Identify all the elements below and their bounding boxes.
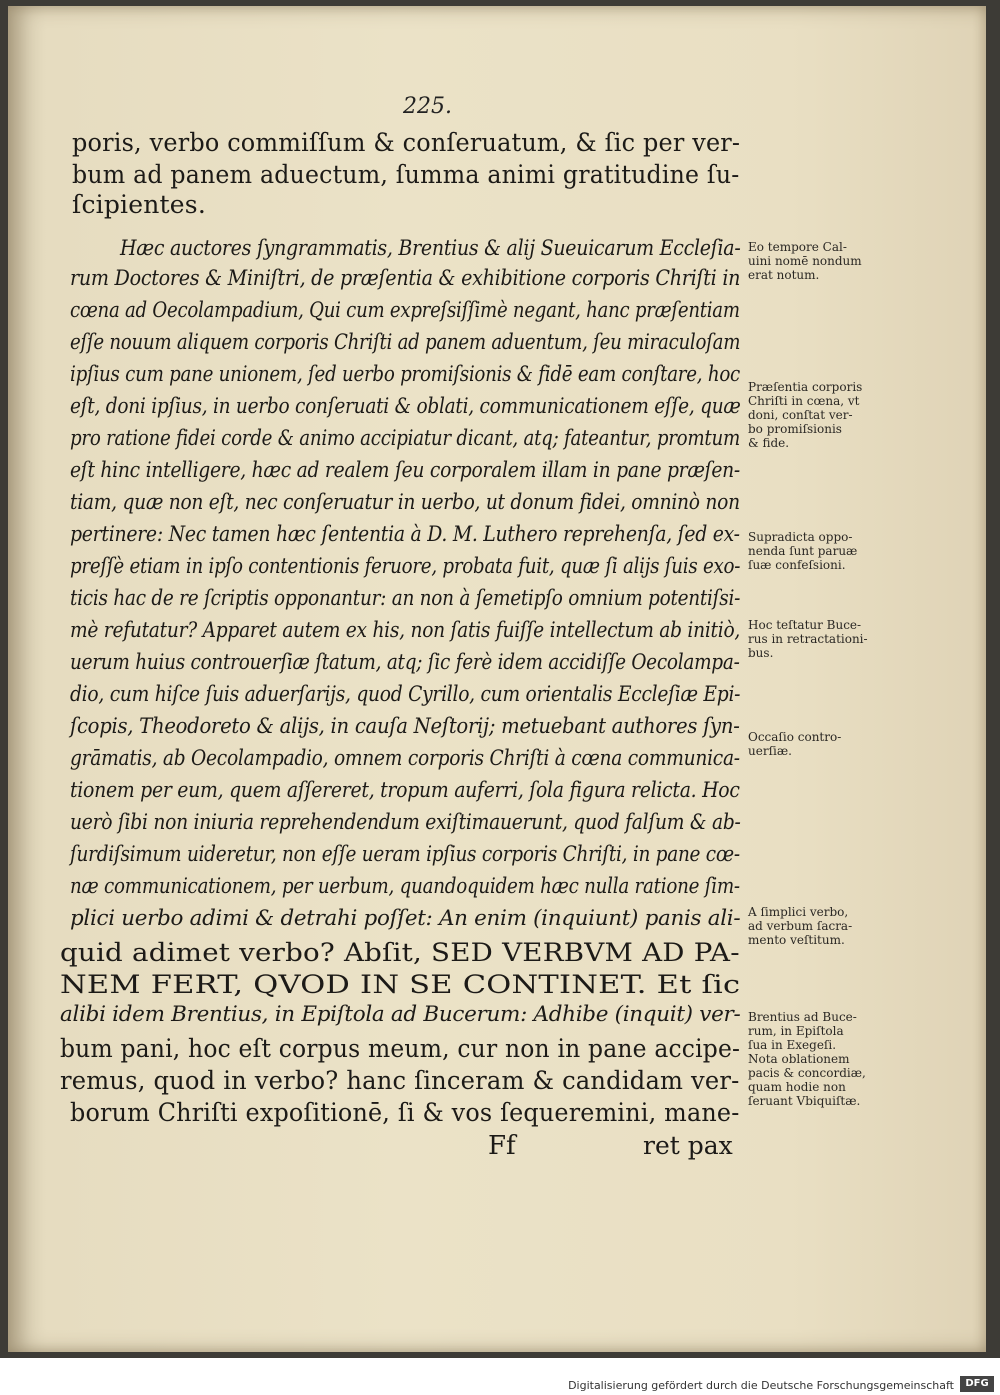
margin-note-line: ſeruant Vbiquiſtæ. xyxy=(748,1094,861,1108)
dfg-logo: DFG xyxy=(960,1376,994,1392)
margin-note-line: pacis & concordiæ, xyxy=(748,1066,866,1080)
text-line: ſurdiſsimum uideretur, non eſſe ueram ipſius corporis Chriſti, in pane cœ- xyxy=(70,842,740,866)
text-line: bum pani, hoc eſt corpus meum, cur non in pane accipe- xyxy=(60,1034,741,1063)
margin-note-line: bo promiſsionis xyxy=(748,422,842,436)
signature-mark: Ff xyxy=(488,1131,516,1161)
text-line: alibi idem Brentius, in Epiſtola ad Bucerum: Adhibe (inquit) ver- xyxy=(60,1002,741,1026)
text-line: ticis hac de re ſcriptis opponantur: an non à ſemetipſo omnium potentiſsi- xyxy=(70,586,741,610)
text-line: mè refutatur? Apparet autem ex his, non ſatis fuiſſe intellectum ab initiò, xyxy=(70,618,741,642)
text-line: uerum huius controuerſiæ ſtatum, atq; ſic ferè idem accidiſſe Oecolampa- xyxy=(70,650,740,674)
margin-note-line: A ſimplici verbo, xyxy=(748,905,849,919)
margin-note-line: quam hodie non xyxy=(748,1080,846,1094)
margin-note-line: nenda ſunt paruæ xyxy=(748,544,858,558)
text-line: eſſe nouum aliquem corporis Chriſti ad panem aduentum, ſeu miraculoſam xyxy=(70,330,741,354)
margin-note xyxy=(748,380,888,450)
text-line: eſt, doni ipſius, in uerbo conſeruati & oblati, communicationem eſſe, quæ xyxy=(70,394,741,418)
margin-note-line: Supradicta oppo- xyxy=(748,530,853,544)
margin-note xyxy=(748,1010,888,1108)
text-line: preſſè etiam in ipſo contentionis feruore, probata fuit, quæ ſi alijs ſuis exo- xyxy=(70,554,741,578)
margin-note-line: Præſentia corporis xyxy=(748,380,863,394)
footer-credit: Digitalisierung gefördert durch die Deutsche Forschungsgemeinschaft xyxy=(568,1379,954,1392)
text-line: tionem per eum, quem aſſereret, tropum auferri, ſola figura relicta. Hoc xyxy=(70,778,740,802)
text-line: eſt hinc intelligere, hæc ad realem ſeu corporalem illam in pane præſen- xyxy=(70,458,740,482)
catchword: ret pax xyxy=(643,1131,733,1160)
margin-note-line: Eo tempore Cal- xyxy=(748,240,847,254)
margin-note-line: & fide. xyxy=(748,436,790,450)
text-line: dio, cum hiſce ſuis aduerſarijs, quod Cyrillo, cum orientalis Eccleſiæ Epi- xyxy=(70,682,741,706)
text-line: Hæc auctores ſyngrammatis, Brentius & alij Sueuicarum Eccleſia- xyxy=(120,236,741,260)
text-line: NEM FERT, QVOD IN SE CONTINET. Et ſic xyxy=(60,970,741,999)
margin-note-line: ad verbum ſacra- xyxy=(748,919,853,933)
margin-note-line: Occaſio contro- xyxy=(748,730,842,744)
text-line: bum ad panem aduectum, ſumma animi gratitudine ſu- xyxy=(72,160,740,189)
text-line: plici uerbo adimi & detrahi poſſet: An enim (inquiunt) panis ali- xyxy=(70,906,741,930)
text-line: quid adimet verbo? Abſit, SED VERBVM AD PA- xyxy=(60,938,740,967)
margin-note-line: uini nomē nondum xyxy=(748,254,862,268)
margin-note-line: rum, in Epiſtola xyxy=(748,1024,844,1038)
text-line: grāmatis, ab Oecolampadio, omnem corporis Chriſti à cœna communica- xyxy=(70,746,740,770)
margin-note xyxy=(748,730,888,758)
margin-note-line: Chriſti in cœna, vt xyxy=(748,394,860,408)
margin-note-line: Nota oblationem xyxy=(748,1052,850,1066)
text-line: borum Chriſti expoſitionē, ſi & vos ſequeremini, mane- xyxy=(70,1098,740,1127)
margin-note-line: bus. xyxy=(748,646,774,660)
book-page xyxy=(8,6,986,1352)
margin-note-line: erat notum. xyxy=(748,268,820,282)
text-line: uerò ſibi non iniuria reprehendendum exiſtimauerunt, quod falſum & ab- xyxy=(70,810,741,834)
margin-note xyxy=(748,240,888,282)
text-line: ipſius cum pane unionem, ſed uerbo promiſsionis & fidē eam conſtare, hoc xyxy=(70,362,741,386)
text-line: pertinere: Nec tamen hæc ſententia à D. M. Luthero reprehenſa, ſed ex- xyxy=(70,522,740,546)
text-line: ſcipientes. xyxy=(72,190,206,219)
margin-note-line: Brentius ad Buce- xyxy=(748,1010,857,1024)
text-line: poris, verbo commiſſum & conſeruatum, & ſic per ver- xyxy=(72,128,741,157)
text-line: ſcopis, Theodoreto & alijs, in cauſa Neſtorij; metuebant authores ſyn- xyxy=(70,714,740,738)
margin-note xyxy=(748,905,888,947)
margin-note-line: ſuæ confeſsioni. xyxy=(748,558,846,572)
margin-note-line: doni, conſtat ver- xyxy=(748,408,853,422)
text-line: pro ratione fidei corde & animo accipiatur dicant, atq; fateantur, promtum xyxy=(70,426,740,450)
margin-note-line: rus in retractationi- xyxy=(748,632,868,646)
text-line: rum Doctores & Miniſtri, de præſentia & exhibitione corporis Chriſti in xyxy=(70,266,741,290)
page-number: 225. xyxy=(403,94,452,119)
text-line: næ communicationem, per uerbum, quandoquidem hæc nulla ratione ſim- xyxy=(70,874,740,898)
margin-note-line: uerſiæ. xyxy=(748,744,792,758)
margin-note-line: ſua in Exegeſi. xyxy=(748,1038,837,1052)
text-line: tiam, quæ non eſt, nec conſeruatur in uerbo, ut donum fidei, omninò non xyxy=(70,490,740,514)
margin-note-line: mento veſtitum. xyxy=(748,933,845,947)
digitization-footer xyxy=(0,1366,1000,1395)
margin-note-line: Hoc teſtatur Buce- xyxy=(748,618,862,632)
margin-note xyxy=(748,618,888,660)
text-line: remus, quod in verbo? hanc ſinceram & candidam ver- xyxy=(60,1066,740,1095)
margin-note xyxy=(748,530,888,572)
text-line: cœna ad Oecolampadium, Qui cum expreſsiſſimè negant, hanc præſentiam xyxy=(70,298,740,322)
